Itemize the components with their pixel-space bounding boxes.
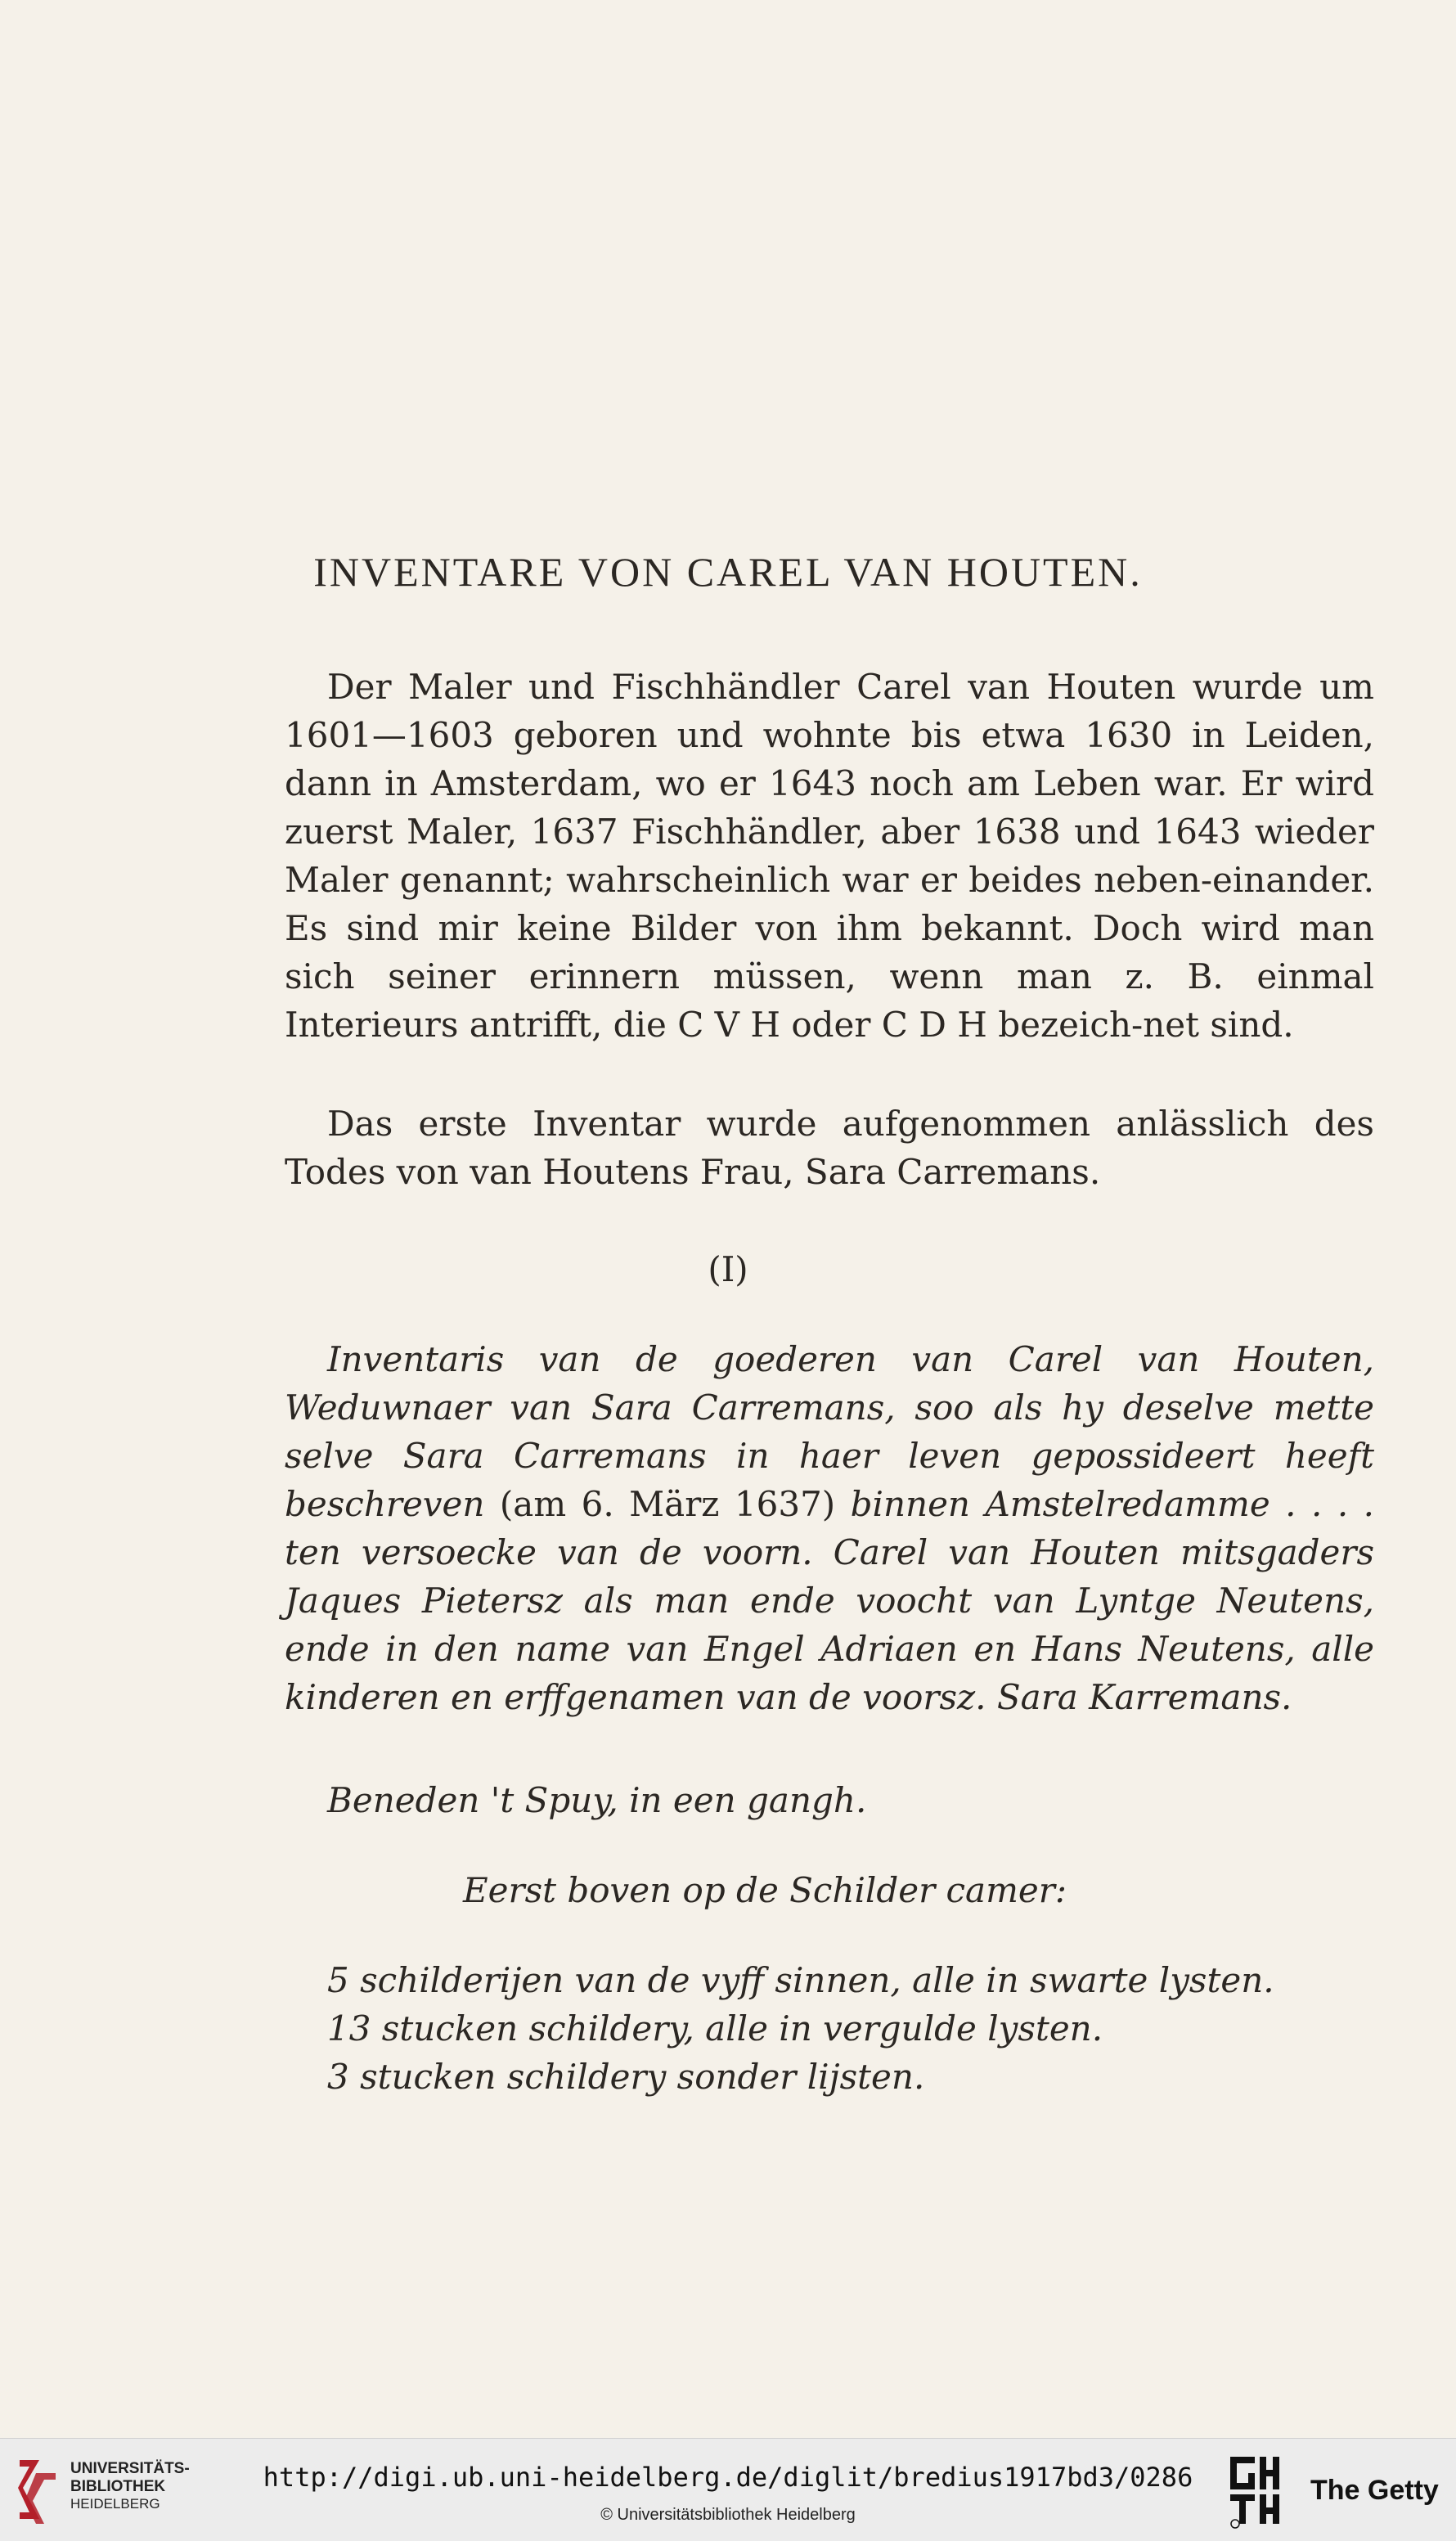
second-paragraph: Das erste Inventar wurde aufgenommen anlässlich des Todes von van Houtens Frau, Sara Carremans. <box>285 1104 1374 1192</box>
inventory-intro <box>285 1335 1374 1721</box>
library-name-line3: HEIDELBERG <box>70 2496 160 2512</box>
inventory-item: 5 schilderijen van de vyff sinnen, alle in swarte lysten. <box>327 1960 1274 2000</box>
getty-logo-icon <box>1227 2453 1287 2529</box>
section-marker: (I) <box>708 1249 748 1289</box>
inventory-item: 13 stucken schildery, alle in vergulde lysten. <box>327 2008 1103 2049</box>
inventory-intro-part-b: binnen Amstelredamme . . . . ten versoecke van de voorn. Carel van Houten mitsgaders Jaques Pietersz als man ende voocht van Lyntge Neutens, ende in den name van Engel Adriaen en Hans Neutens, alle kinderen en erffgenamen van de voorsz. Sara Karremans. <box>285 1484 1374 1717</box>
permalink-url[interactable]: http://digi.ub.uni-heidelberg.de/diglit/bredius1917bd3/0286 <box>263 2462 1193 2493</box>
page-heading: INVENTARE VON CAREL VAN HOUTEN. <box>313 549 1143 595</box>
copyright-notice: © Universitätsbibliothek Heidelberg <box>600 2506 856 2524</box>
inventory-item: 3 stucken schildery sonder lijsten. <box>327 2057 925 2097</box>
location-line: Beneden 't Spuy, in een gangh. <box>327 1780 867 1820</box>
viewer-footer <box>0 2438 1456 2541</box>
partner-name: The Getty <box>1310 2475 1439 2506</box>
room-heading: Eerst boven op de Schilder camer: <box>463 1870 1067 1910</box>
library-name-line2: BIBLIOTHEK <box>70 2478 166 2495</box>
inventory-intro-part-a: Inventaris van de goederen van Carel van Houten, Weduwnaer van Sara Carremans, soo als hy deselve mette selve Sara Carremans in haer leven gepossideert heeft beschreven <box>285 1339 1374 1524</box>
inventory-intro-date: (am 6. März 1637) <box>484 1484 851 1524</box>
library-name-line1: UNIVERSITÄTS- <box>70 2460 190 2477</box>
intro-paragraph: Der Maler und Fischhändler Carel van Houten wurde um 1601—1603 geboren und wohnte bis etwa 1630 in Leiden, dann in Amsterdam, wo er 1643 noch am Leben war. Er wird zuerst Maler, 1637 Fischhändler, aber 1638 und 1643 wieder Maler genannt; wahrscheinlich war er beides neben-einander. Es sind mir keine Bilder von ihm bekannt. Doch wird man sich seiner erinnern müssen, wenn man z. B. einmal Interieurs antrifft, die C V H oder C D H bezeich-net sind. <box>285 667 1374 1045</box>
